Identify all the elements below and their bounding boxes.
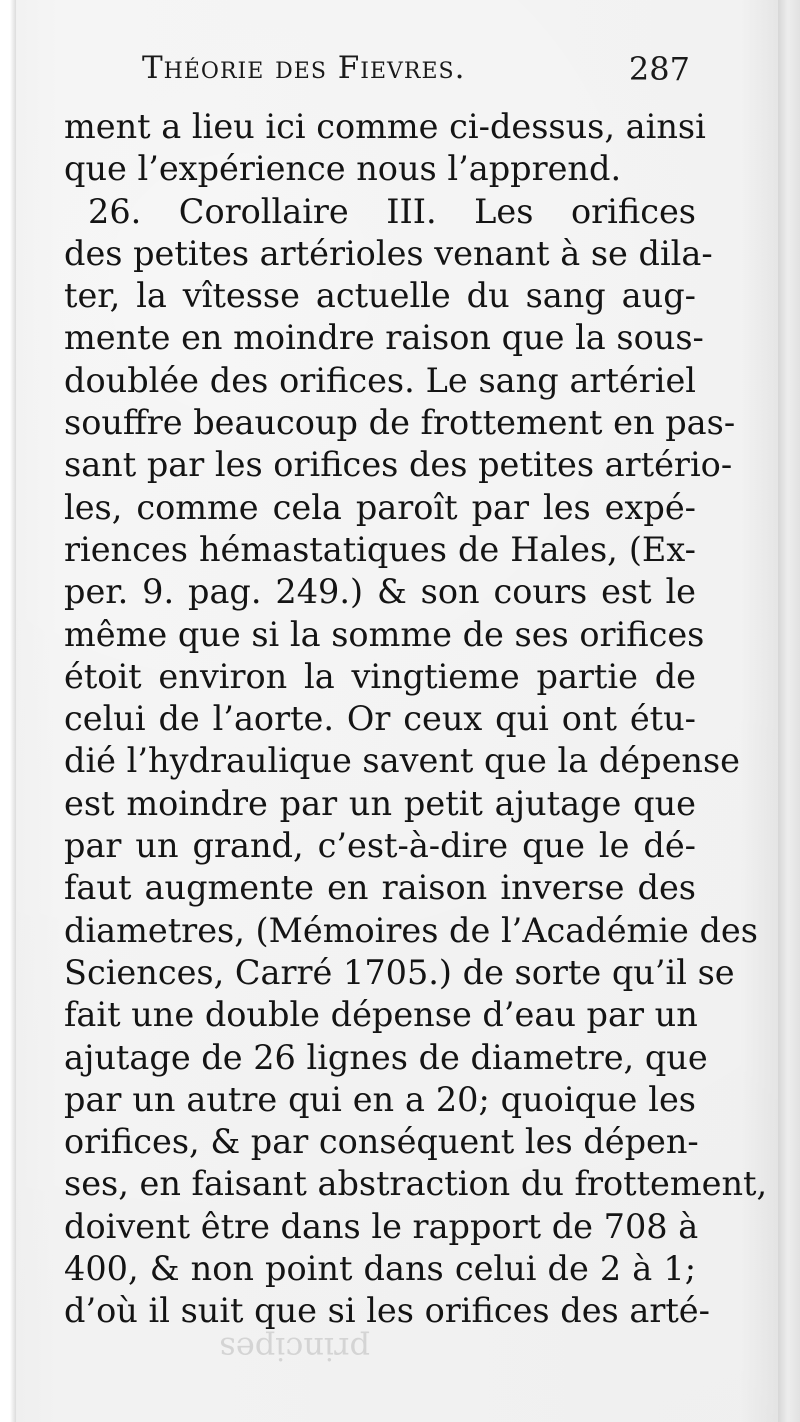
bleed-through-text: principes bbox=[219, 1330, 370, 1368]
body-text bbox=[64, 106, 768, 1333]
text-line: faut augmente en raison inverse des bbox=[64, 868, 696, 908]
text-line: des petites artérioles venant à se dila- bbox=[64, 233, 713, 273]
text-line: par un grand, c’est-à-dire que le dé- bbox=[64, 826, 696, 866]
text-line: dié l’hydraulique savent que la dépense bbox=[64, 741, 740, 781]
page-number: 287 bbox=[628, 50, 690, 88]
text-line: que l’expérience nous l’apprend. bbox=[64, 149, 622, 189]
page-right-margin bbox=[778, 0, 800, 1422]
text-line: par un autre qui en a 20; quoique les bbox=[64, 1079, 696, 1119]
text-line: celui de l’aorte. Or ceux qui ont étu- bbox=[64, 699, 696, 739]
text-line: est moindre par un petit ajutage que bbox=[64, 783, 696, 823]
text-line: Sciences, Carré 1705.) de sorte qu’il se bbox=[64, 952, 735, 992]
text-line: ment a lieu ici comme ci-dessus, ainsi bbox=[64, 107, 706, 146]
text-line: souffre beaucoup de frottement en pas- bbox=[64, 403, 736, 443]
text-line: ter, la vîtesse actuelle du sang aug- bbox=[64, 276, 696, 316]
text-line: doivent être dans le rapport de 708 à bbox=[64, 1206, 699, 1246]
text-line: les, comme cela paroît par les expé- bbox=[64, 487, 696, 527]
text-line: ses, en faisant abstraction du frottement, bbox=[64, 1164, 768, 1204]
text-line: même que si la somme de ses orifices bbox=[64, 614, 705, 654]
text-line: riences hémastatiques de Hales, (Ex- bbox=[64, 529, 696, 569]
text-line: fait une double dépense d’eau par un bbox=[64, 995, 698, 1035]
text-line: d’où il suit que si les orifices des arté- bbox=[64, 1291, 710, 1331]
text-line: mente en moindre raison que la sous- bbox=[64, 318, 704, 358]
text-line: 400, & non point dans celui de 2 à 1; bbox=[64, 1249, 696, 1289]
page-header bbox=[142, 50, 694, 100]
text-line: doublée des orifices. Le sang artériel bbox=[64, 360, 696, 400]
text-line: per. 9. pag. 249.) & son cours est le bbox=[64, 572, 696, 612]
text-line: diametres, (Mémoires de l’Académie des bbox=[64, 910, 758, 950]
text-line: 26. Corollaire III. Les orifices bbox=[88, 191, 696, 231]
text-line: étoit environ la vingtieme partie de bbox=[64, 656, 696, 696]
text-line: orifices, & par conséquent les dépen- bbox=[64, 1122, 699, 1162]
text-line: sant par les orifices des petites artério- bbox=[64, 445, 733, 485]
text-line: ajutage de 26 lignes de diametre, que bbox=[64, 1037, 708, 1077]
running-title: Théorie des Fievres. bbox=[142, 50, 466, 86]
page-left-margin bbox=[0, 0, 16, 1422]
